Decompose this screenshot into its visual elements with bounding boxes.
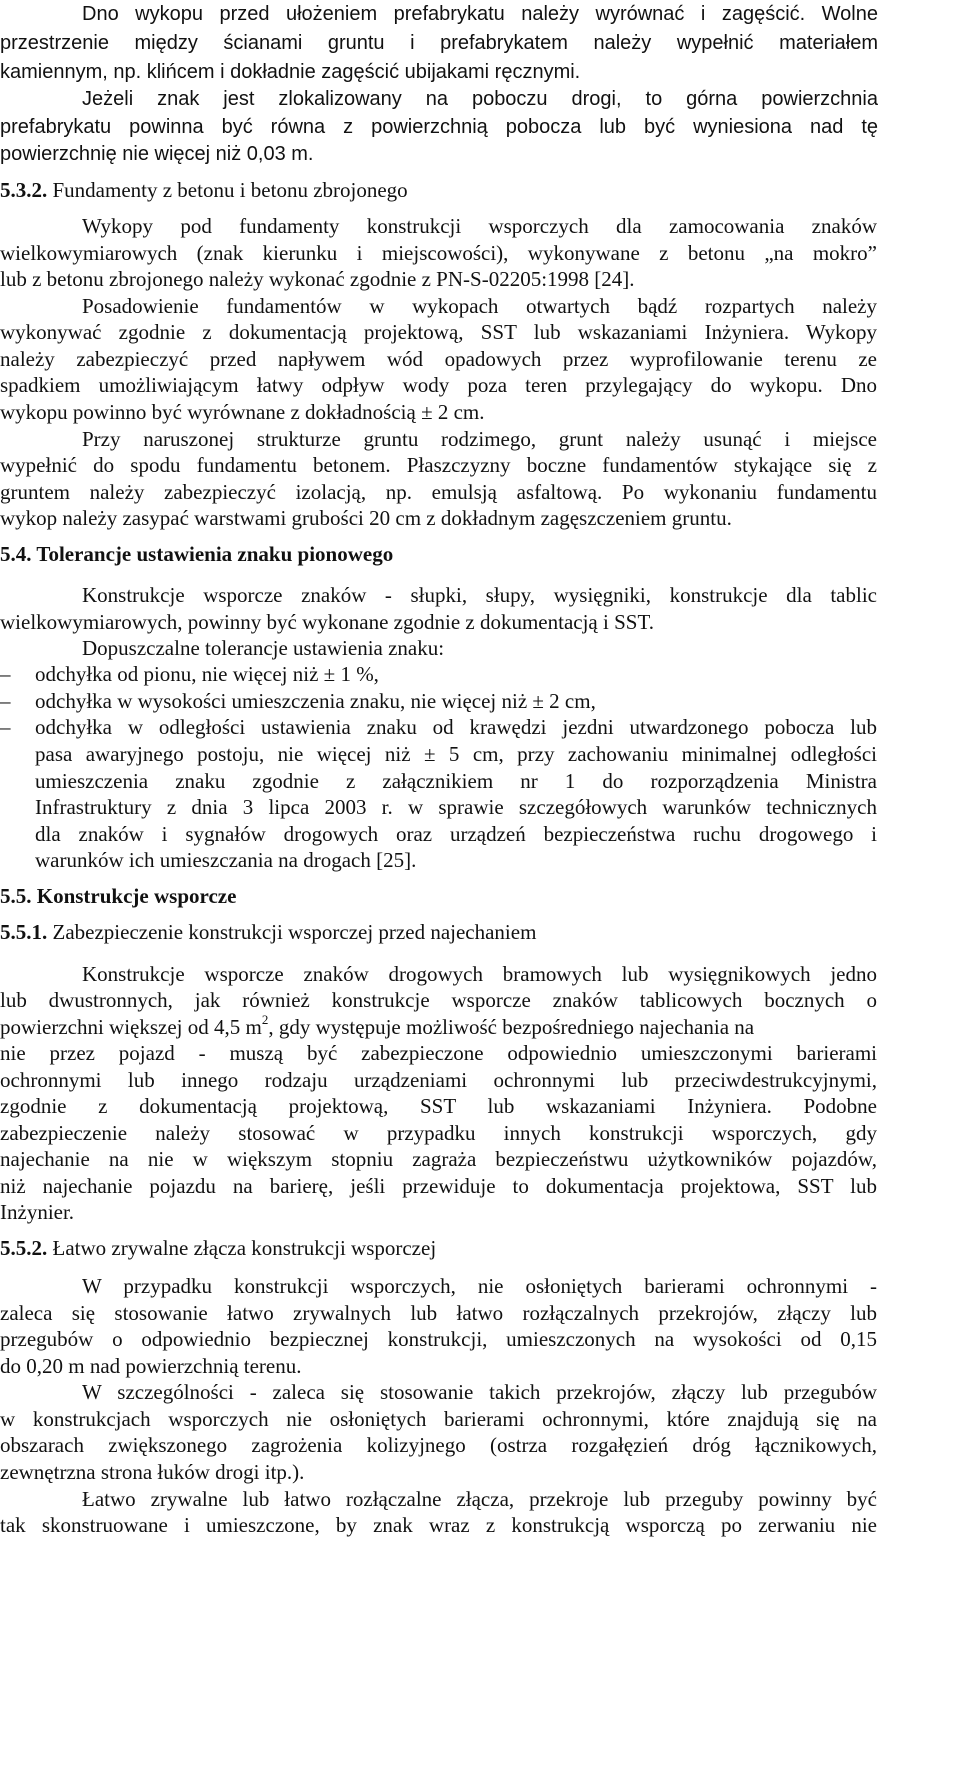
dash-bullet: – [0,715,11,739]
section-551-line-8: najechanie na nie w większym stopniu zagraża bezpieczeństwu użytkowników pojazdów, [0,1147,877,1171]
intro-line-5: prefabrykatu powinna być równa z powierzchnią pobocza lub być wyniesiona nad tę [0,116,878,138]
area-text-after: , gdy występuje możliwość bezpośredniego najechania na [268,1015,755,1039]
section-552-line-9: Łatwo zrywalne lub łatwo rozłączalne złącza, przekroje lub przeguby powinny być [82,1487,877,1511]
section-551-line-1: Konstrukcje wsporcze znaków drogowych bramowych lub wysięgnikowych jedno [82,962,877,986]
section-552-line-2: zaleca się stosowanie łatwo zrywalnych lub łatwo rozłączalnych przekrojów, złączy lub [0,1301,877,1325]
area-text: powierzchni większej od 4,5 m [0,1015,262,1039]
list-item [0,661,877,687]
section-552-line-6: w konstrukcjach wsporczych nie osłoniętych barierami ochronnymi, które znajdują się na [0,1407,877,1431]
dash-bullet: – [0,662,11,686]
section-532-line-4: Posadowienie fundamentów w wykopach otwartych bądź rozpartych należy [82,294,877,318]
section-532-line-3: lub z betonu zbrojonego należy wykonać zgodnie z PN-S-02205:1998 [24]. [0,267,635,291]
section-532-line-2: wielkowymiarowych (znak kierunku i miejscowości), wykonywane z betonu „na mokro” [0,241,877,265]
section-55-heading: 5.5. Konstrukcje wsporcze [0,884,237,908]
dash-bullet: – [0,689,11,713]
section-552-heading [0,1235,436,1261]
section-552-line-4: do 0,20 m nad powierzchnią terenu. [0,1354,302,1378]
section-532-line-11: gruntem należy zabezpieczyć izolacją, np. emulsją asfaltową. Po wykonaniu fundamentu [0,480,877,504]
bullet-continuation-3: Infrastruktury z dnia 3 lipca 2003 r. w sprawie szczegółowych warunków technicznych [35,795,877,819]
section-532-line-9: Przy naruszonej strukturze gruntu rodzimego, grunt należy usunąć i miejsce [82,427,877,451]
section-532-heading [0,177,408,203]
bullet-continuation-1: pasa awaryjnego postoju, nie więcej niż ± 5 cm, przy zachowaniu minimalnej odległości [35,742,877,766]
intro-line-4: Jeżeli znak jest zlokalizowany na poboczu drogi, to górna powierzchnia [82,88,878,110]
bullet-text: odchyłka w odległości ustawienia znaku od krawędzi jezdni utwardzonego pobocza lub [35,715,877,739]
section-552-line-5: W szczególności - zaleca się stosowanie takich przekrojów, złączy lub przegubów [82,1380,877,1404]
section-551-line-6: zgodnie z dokumentacją projektową, SST lub wskazaniami Inżyniera. Podobne [0,1094,877,1118]
section-532-number: 5.3.2. [0,178,48,202]
section-532-line-12: wykop należy zasypać warstwami grubości 20 cm z dokładnym zagęszczeniem gruntu. [0,506,732,530]
section-552-line-3: przegubów o odpowiednio bezpiecznej konstrukcji, umieszczonych na wysokości od 0,15 [0,1327,877,1351]
section-532-line-7: spadkiem umożliwiającym łatwy odpływ wody poza teren przylegający do wykopu. Dno [0,373,877,397]
list-item [0,714,877,740]
bullet-continuation-2: umieszczenia znaku zgodnie z załącznikiem nr 1 do rozporządzenia Ministra [35,769,877,793]
section-552-line-8: zewnętrzna strona łuków drogi itp.). [0,1460,305,1484]
section-551-line-2: lub dwustronnych, jak również konstrukcje wsporcze znaków tablicowych bocznych o [0,988,877,1012]
section-532-line-5: wykonywać zgodnie z dokumentacją projektową, SST lub wskazaniami Inżyniera. Wykopy [0,320,877,344]
bullet-text: odchyłka w wysokości umieszczenia znaku, nie więcej niż ± 2 cm, [35,689,596,713]
bullet-text: odchyłka od pionu, nie więcej niż ± 1 %, [35,662,379,686]
section-551-number: 5.5.1. [0,920,48,944]
section-552-line-1: W przypadku konstrukcji wsporczych, nie osłoniętych barierami ochronnymi - [82,1274,877,1298]
section-551-line-5: ochronnymi lub innego rodzaju urządzeniami ochronnymi lub przeciwdestrukcyjnymi, [0,1068,877,1092]
section-552-line-10: tak skonstruowane i umieszczone, by znak wraz z konstrukcją wsporczą po zerwaniu nie [0,1513,877,1537]
section-551-line-3 [0,1014,877,1040]
section-54-line-1: Konstrukcje wsporcze znaków - słupki, słupy, wysięgniki, konstrukcje dla tablic [82,583,877,607]
section-552-line-7: obszarach zwiększonego zagrożenia kolizyjnego (ostrza rozgałęzień dróg łącznikowych, [0,1433,877,1457]
intro-line-2: przestrzenie między ścianami gruntu i prefabrykatem należy wypełnić materiałem [0,32,878,54]
intro-line-6: powierzchnię nie więcej niż 0,03 m. [0,143,314,165]
section-552-number: 5.5.2. [0,1236,48,1260]
intro-line-1: Dno wykopu przed ułożeniem prefabrykatu należy wyrównać i zagęścić. Wolne [82,3,878,25]
section-551-title: Zabezpieczenie konstrukcji wsporczej przed najechaniem [52,920,537,944]
section-532-line-6: należy zabezpieczyć przed napływem wód opadowych przez wyprofilowanie terenu ze [0,347,877,371]
section-552-title: Łatwo zrywalne złącza konstrukcji wsporczej [52,1236,437,1260]
section-551-heading [0,919,536,945]
section-54-heading: 5.4. Tolerancje ustawienia znaku pionowego [0,542,394,566]
section-532-line-8: wykopu powinno być wyrównane z dokładnością ± 2 cm. [0,400,485,424]
section-532-line-1: Wykopy pod fundamenty konstrukcji wsporczych dla zamocowania znaków [82,214,877,238]
section-54-line-3: Dopuszczalne tolerancje ustawienia znaku: [82,636,445,660]
intro-line-3: kamiennym, np. klińcem i dokładnie zagęścić ubijakami ręcznymi. [0,61,581,83]
section-551-line-4: nie przez pojazd - muszą być zabezpieczone odpowiednio umieszczonymi barierami [0,1041,877,1065]
section-551-line-9: niż najechanie pojazdu na barierę, jeśli przewiduje to dokumentacja projektowa, SST lub [0,1174,877,1198]
section-551-line-7: zabezpieczenie należy stosować w przypadku innych konstrukcji wsporczych, gdy [0,1121,877,1145]
list-item [0,688,877,714]
section-532-title: Fundamenty z betonu i betonu zbrojonego [52,178,408,202]
section-532-line-10: wypełnić do spodu fundamentu betonem. Płaszczyzny boczne fundamentów stykające się z [0,453,877,477]
bullet-continuation-5: warunków ich umieszczania na drogach [25]. [35,848,417,872]
bullet-continuation-4: dla znaków i sygnałów drogowych oraz urządzeń bezpieczeństwa ruchu drogowego i [35,822,877,846]
superscript: 2 [261,1012,269,1027]
section-551-line-10: Inżynier. [0,1200,75,1224]
section-54-line-2: wielkowymiarowych, powinny być wykonane zgodnie z dokumentacją i SST. [0,610,654,634]
